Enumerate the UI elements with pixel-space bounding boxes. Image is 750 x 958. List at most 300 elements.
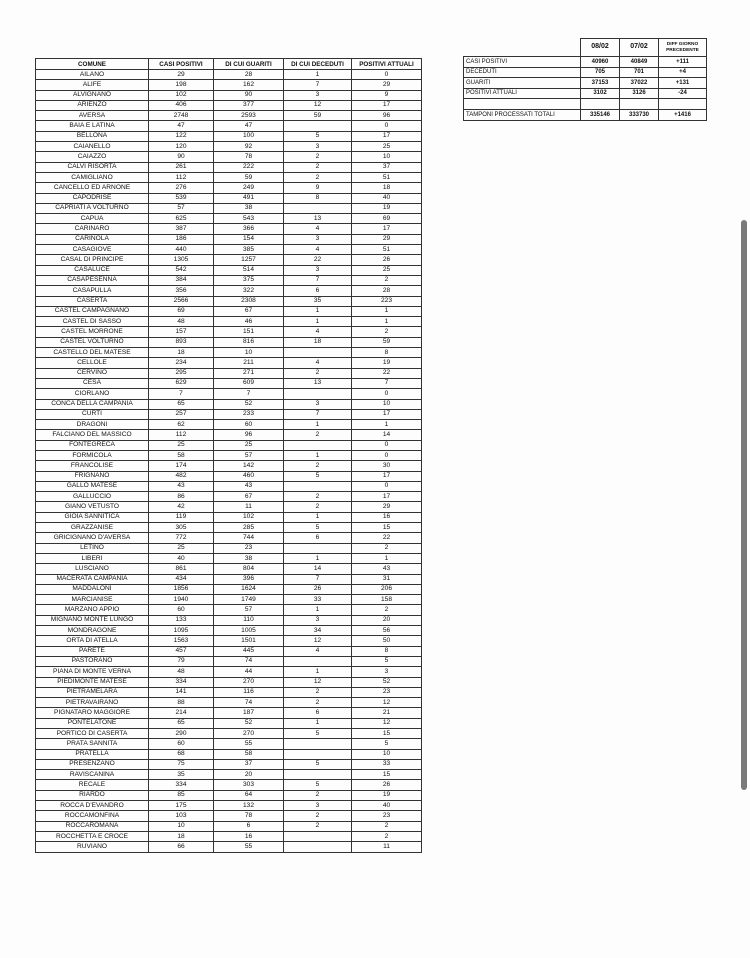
comune-cell: ROCCHETTA E CROCE [36, 831, 149, 841]
table-row [36, 245, 422, 255]
table-row [36, 368, 422, 378]
table-row [36, 553, 422, 563]
comune-cell: CASERTA [36, 296, 149, 306]
comune-cell: CASAPESENNA [36, 275, 149, 285]
casi-positivi-cell: 261 [149, 162, 214, 172]
positivi-attuali-cell: 206 [352, 584, 422, 594]
table-row [36, 729, 422, 739]
positivi-attuali-cell: 14 [352, 430, 422, 440]
guariti-cell: 804 [214, 564, 284, 574]
positivi-attuali-cell: 1 [352, 306, 422, 316]
comune-cell: PIANA DI MONTE VERNA [36, 667, 149, 677]
guariti-cell: 1005 [214, 626, 284, 636]
casi-positivi-cell: 29 [149, 70, 214, 80]
guariti-cell: 609 [214, 378, 284, 388]
positivi-attuali-cell: 23 [352, 811, 422, 821]
comune-cell: CASTEL DI SASSO [36, 317, 149, 327]
comune-cell: ROCCAMONFINA [36, 811, 149, 821]
deceduti-cell [284, 440, 352, 450]
casi-positivi-cell: 112 [149, 172, 214, 182]
casi-positivi-cell: 356 [149, 286, 214, 296]
casi-positivi-cell: 893 [149, 337, 214, 347]
positivi-attuali-cell: 51 [352, 172, 422, 182]
table-row [36, 842, 422, 852]
table-row [36, 646, 422, 656]
summary-value-07-02: 3126 [620, 88, 659, 99]
deceduti-cell: 2 [284, 790, 352, 800]
summary-label: TAMPONI PROCESSATI TOTALI [464, 109, 581, 120]
deceduti-cell: 3 [284, 234, 352, 244]
casi-positivi-cell: 68 [149, 749, 214, 759]
casi-positivi-cell: 42 [149, 502, 214, 512]
deceduti-cell: 1 [284, 306, 352, 316]
casi-positivi-cell: 186 [149, 234, 214, 244]
comune-cell: LIBERI [36, 553, 149, 563]
positivi-attuali-cell: 20 [352, 615, 422, 625]
positivi-attuali-cell: 51 [352, 245, 422, 255]
guariti-cell: 2593 [214, 111, 284, 121]
deceduti-cell: 3 [284, 615, 352, 625]
casi-positivi-cell: 112 [149, 430, 214, 440]
table-row [36, 698, 422, 708]
positivi-attuali-cell: 11 [352, 842, 422, 852]
positivi-attuali-cell: 29 [352, 502, 422, 512]
guariti-cell: 816 [214, 337, 284, 347]
summary-diff: +131 [659, 78, 707, 89]
casi-positivi-cell: 62 [149, 420, 214, 430]
table-row [36, 203, 422, 213]
casi-positivi-cell: 47 [149, 121, 214, 131]
guariti-cell: 116 [214, 687, 284, 697]
deceduti-cell: 3 [284, 90, 352, 100]
guariti-cell: 460 [214, 471, 284, 481]
guariti-cell: 142 [214, 461, 284, 471]
table-row [36, 533, 422, 543]
comune-cell: PASTORANO [36, 656, 149, 666]
table-row [36, 224, 422, 234]
positivi-attuali-cell: 69 [352, 214, 422, 224]
table-row [36, 399, 422, 409]
deceduti-cell: 5 [284, 759, 352, 769]
positivi-attuali-cell: 3 [352, 667, 422, 677]
deceduti-cell [284, 203, 352, 213]
positivi-attuali-cell: 2 [352, 605, 422, 615]
table-row [36, 152, 422, 162]
summary-value-08-02: 40960 [581, 57, 620, 68]
table-row [36, 502, 422, 512]
comune-cell: PIETRAMELARA [36, 687, 149, 697]
positivi-attuali-cell: 7 [352, 378, 422, 388]
comune-cell: CASTELLO DEL MATESE [36, 348, 149, 358]
summary-diff [659, 99, 707, 110]
positivi-attuali-cell: 30 [352, 461, 422, 471]
summary-row [464, 88, 707, 99]
deceduti-cell: 13 [284, 378, 352, 388]
guariti-cell: 285 [214, 523, 284, 533]
comune-cell: MACERATA CAMPANIA [36, 574, 149, 584]
positivi-attuali-cell: 50 [352, 636, 422, 646]
casi-positivi-cell: 625 [149, 214, 214, 224]
table-row [36, 275, 422, 285]
table-row [36, 626, 422, 636]
positivi-attuali-cell: 17 [352, 131, 422, 141]
deceduti-cell: 2 [284, 811, 352, 821]
summary-value-07-02: 701 [620, 67, 659, 78]
casi-positivi-cell: 7 [149, 389, 214, 399]
positivi-attuali-cell: 12 [352, 718, 422, 728]
casi-positivi-cell: 629 [149, 378, 214, 388]
deceduti-cell [284, 739, 352, 749]
deceduti-cell: 5 [284, 729, 352, 739]
guariti-cell: 23 [214, 543, 284, 553]
guariti-cell: 67 [214, 306, 284, 316]
table-row [36, 409, 422, 419]
comune-cell: CAPUA [36, 214, 149, 224]
positivi-attuali-cell: 29 [352, 80, 422, 90]
table-row [36, 420, 422, 430]
comune-cell: CASTEL VOLTURNO [36, 337, 149, 347]
guariti-cell: 11 [214, 502, 284, 512]
positivi-attuali-cell: 22 [352, 368, 422, 378]
positivi-attuali-cell: 5 [352, 739, 422, 749]
positivi-attuali-cell: 0 [352, 450, 422, 460]
comune-cell: CURTI [36, 409, 149, 419]
positivi-attuali-cell: 10 [352, 749, 422, 759]
casi-positivi-cell: 60 [149, 605, 214, 615]
guariti-cell: 92 [214, 142, 284, 152]
deceduti-cell: 5 [284, 471, 352, 481]
casi-positivi-cell: 133 [149, 615, 214, 625]
deceduti-cell: 59 [284, 111, 352, 121]
comune-cell: DRAGONI [36, 420, 149, 430]
casi-positivi-cell: 295 [149, 368, 214, 378]
casi-positivi-cell: 43 [149, 481, 214, 491]
guariti-cell: 67 [214, 492, 284, 502]
positivi-attuali-cell: 37 [352, 162, 422, 172]
summary-label: DECEDUTI [464, 67, 581, 78]
table-row [36, 358, 422, 368]
deceduti-cell: 2 [284, 172, 352, 182]
table-row [36, 584, 422, 594]
casi-positivi-cell: 69 [149, 306, 214, 316]
guariti-cell: 28 [214, 70, 284, 80]
comune-cell: MIGNANO MONTE LUNGO [36, 615, 149, 625]
positivi-attuali-cell: 22 [352, 533, 422, 543]
guariti-cell: 55 [214, 842, 284, 852]
summary-row [464, 78, 707, 89]
deceduti-cell: 7 [284, 409, 352, 419]
deceduti-cell [284, 749, 352, 759]
casi-positivi-cell: 40 [149, 553, 214, 563]
deceduti-cell: 2 [284, 502, 352, 512]
guariti-cell: 1501 [214, 636, 284, 646]
table-row [36, 574, 422, 584]
casi-positivi-cell: 1940 [149, 595, 214, 605]
guariti-cell: 222 [214, 162, 284, 172]
positivi-attuali-cell: 0 [352, 481, 422, 491]
deceduti-cell [284, 543, 352, 553]
comune-cell: MONDRAGONE [36, 626, 149, 636]
table-row [36, 749, 422, 759]
deceduti-cell: 1 [284, 667, 352, 677]
guariti-cell: 233 [214, 409, 284, 419]
deceduti-cell: 2 [284, 492, 352, 502]
summary-value-07-02 [620, 99, 659, 110]
comune-cell: PARETE [36, 646, 149, 656]
comune-cell: GALLO MATESE [36, 481, 149, 491]
summary-label: POSITIVI ATTUALI [464, 88, 581, 99]
deceduti-cell: 4 [284, 646, 352, 656]
positivi-attuali-cell: 1 [352, 317, 422, 327]
positivi-attuali-cell: 2 [352, 327, 422, 337]
deceduti-cell [284, 656, 352, 666]
guariti-cell: 37 [214, 759, 284, 769]
casi-positivi-cell: 772 [149, 533, 214, 543]
summary-row [464, 109, 707, 120]
guariti-cell: 491 [214, 193, 284, 203]
positivi-attuali-cell: 59 [352, 337, 422, 347]
table-row [36, 615, 422, 625]
deceduti-cell: 1 [284, 420, 352, 430]
guariti-cell: 38 [214, 203, 284, 213]
table-row [36, 100, 422, 110]
comuni-body [36, 70, 422, 853]
guariti-cell: 52 [214, 399, 284, 409]
positivi-attuali-cell: 40 [352, 193, 422, 203]
summary-value-07-02: 37022 [620, 78, 659, 89]
table-row [36, 265, 422, 275]
casi-positivi-cell: 290 [149, 729, 214, 739]
deceduti-cell: 34 [284, 626, 352, 636]
deceduti-cell: 3 [284, 801, 352, 811]
comune-cell: CASTEL CAMPAGNANO [36, 306, 149, 316]
positivi-attuali-cell: 8 [352, 646, 422, 656]
positivi-attuali-cell: 17 [352, 409, 422, 419]
deceduti-cell: 1 [284, 70, 352, 80]
comune-cell: CALVI RISORTA [36, 162, 149, 172]
comune-cell: CAIAZZO [36, 152, 149, 162]
positivi-attuali-cell: 0 [352, 440, 422, 450]
deceduti-cell: 8 [284, 193, 352, 203]
comune-cell: PONTELATONE [36, 718, 149, 728]
table-row [36, 306, 422, 316]
comune-cell: GIANO VETUSTO [36, 502, 149, 512]
table-row [36, 183, 422, 193]
deceduti-cell: 26 [284, 584, 352, 594]
table-row [36, 111, 422, 121]
header-positivi-attuali: POSITIVI ATTUALI [352, 59, 422, 70]
table-row [36, 327, 422, 337]
guariti-cell: 2308 [214, 296, 284, 306]
guariti-cell: 10 [214, 348, 284, 358]
vertical-scrollbar[interactable] [741, 220, 747, 790]
positivi-attuali-cell: 23 [352, 687, 422, 697]
table-row [36, 337, 422, 347]
positivi-attuali-cell: 16 [352, 512, 422, 522]
positivi-attuali-cell: 8 [352, 348, 422, 358]
deceduti-cell [284, 121, 352, 131]
deceduti-cell: 5 [284, 523, 352, 533]
casi-positivi-cell: 539 [149, 193, 214, 203]
guariti-cell: 270 [214, 677, 284, 687]
comune-cell: RUVIANO [36, 842, 149, 852]
table-row [36, 667, 422, 677]
positivi-attuali-cell: 12 [352, 698, 422, 708]
table-row [36, 461, 422, 471]
comune-cell: CAIANELLO [36, 142, 149, 152]
positivi-attuali-cell: 28 [352, 286, 422, 296]
table-row [36, 378, 422, 388]
comune-cell: FONTEGRECA [36, 440, 149, 450]
casi-positivi-cell: 861 [149, 564, 214, 574]
comune-cell: PIEDIMONTE MATESE [36, 677, 149, 687]
comune-cell: LETINO [36, 543, 149, 553]
table-row [36, 348, 422, 358]
table-row [36, 80, 422, 90]
comune-cell: CESA [36, 378, 149, 388]
summary-header-diff: DIFF GIORNO PRECEDENTE [659, 39, 707, 57]
table-row [36, 564, 422, 574]
guariti-cell: 543 [214, 214, 284, 224]
deceduti-cell: 2 [284, 162, 352, 172]
guariti-cell: 20 [214, 770, 284, 780]
comuni-table [35, 58, 422, 853]
positivi-attuali-cell: 25 [352, 142, 422, 152]
casi-positivi-cell: 214 [149, 708, 214, 718]
comune-cell: PRATA SANNITA [36, 739, 149, 749]
guariti-cell: 375 [214, 275, 284, 285]
casi-positivi-cell: 48 [149, 317, 214, 327]
guariti-cell: 211 [214, 358, 284, 368]
table-row [36, 193, 422, 203]
deceduti-cell: 22 [284, 255, 352, 265]
summary-value-07-02: 333730 [620, 109, 659, 120]
comune-cell: FRIGNANO [36, 471, 149, 481]
guariti-cell: 1749 [214, 595, 284, 605]
positivi-attuali-cell: 1 [352, 553, 422, 563]
casi-positivi-cell: 103 [149, 811, 214, 821]
guariti-cell: 46 [214, 317, 284, 327]
guariti-cell: 47 [214, 121, 284, 131]
guariti-cell: 6 [214, 821, 284, 831]
guariti-cell: 25 [214, 440, 284, 450]
table-row [36, 450, 422, 460]
deceduti-cell: 3 [284, 399, 352, 409]
deceduti-cell: 3 [284, 265, 352, 275]
casi-positivi-cell: 86 [149, 492, 214, 502]
comune-cell: CONCA DELLA CAMPANIA [36, 399, 149, 409]
comune-cell: CASALUCE [36, 265, 149, 275]
casi-positivi-cell: 198 [149, 80, 214, 90]
table-row [36, 595, 422, 605]
comune-cell: CERVINO [36, 368, 149, 378]
summary-body [464, 57, 707, 121]
casi-positivi-cell: 10 [149, 821, 214, 831]
deceduti-cell: 14 [284, 564, 352, 574]
guariti-cell: 57 [214, 450, 284, 460]
casi-positivi-cell: 57 [149, 203, 214, 213]
comune-cell: FRANCOLISE [36, 461, 149, 471]
guariti-cell: 52 [214, 718, 284, 728]
summary-value-08-02 [581, 99, 620, 110]
table-row [36, 718, 422, 728]
table-row [36, 821, 422, 831]
comuni-header-row [36, 59, 422, 70]
table-row [36, 543, 422, 553]
casi-positivi-cell: 1305 [149, 255, 214, 265]
summary-row [464, 57, 707, 68]
summary-diff: +111 [659, 57, 707, 68]
comune-cell: CANCELLO ED ARNONE [36, 183, 149, 193]
deceduti-cell: 2 [284, 698, 352, 708]
positivi-attuali-cell: 0 [352, 389, 422, 399]
deceduti-cell [284, 348, 352, 358]
summary-value-08-02: 705 [581, 67, 620, 78]
table-row [36, 687, 422, 697]
guariti-cell: 102 [214, 512, 284, 522]
table-row [36, 801, 422, 811]
deceduti-cell: 1 [284, 317, 352, 327]
positivi-attuali-cell: 2 [352, 831, 422, 841]
casi-positivi-cell: 2566 [149, 296, 214, 306]
casi-positivi-cell: 157 [149, 327, 214, 337]
deceduti-cell: 12 [284, 100, 352, 110]
summary-label: GUARITI [464, 78, 581, 89]
comune-cell: PRESENZANO [36, 759, 149, 769]
comune-cell: ALIFE [36, 80, 149, 90]
casi-positivi-cell: 60 [149, 739, 214, 749]
casi-positivi-cell: 334 [149, 780, 214, 790]
comune-cell: ALVIGNANO [36, 90, 149, 100]
guariti-cell: 1624 [214, 584, 284, 594]
deceduti-cell: 9 [284, 183, 352, 193]
casi-positivi-cell: 25 [149, 543, 214, 553]
comune-cell: AVERSA [36, 111, 149, 121]
guariti-cell: 385 [214, 245, 284, 255]
table-row [36, 790, 422, 800]
guariti-cell: 249 [214, 183, 284, 193]
positivi-attuali-cell: 0 [352, 70, 422, 80]
table-row [36, 770, 422, 780]
guariti-cell: 377 [214, 100, 284, 110]
casi-positivi-cell: 440 [149, 245, 214, 255]
table-row [36, 317, 422, 327]
positivi-attuali-cell: 19 [352, 358, 422, 368]
table-row [36, 471, 422, 481]
casi-positivi-cell: 25 [149, 440, 214, 450]
summary-value-08-02: 335146 [581, 109, 620, 120]
table-row [36, 214, 422, 224]
table-row [36, 481, 422, 491]
comune-cell: RECALE [36, 780, 149, 790]
comune-cell: GRICIGNANO D'AVERSA [36, 533, 149, 543]
table-row [36, 739, 422, 749]
guariti-cell: 162 [214, 80, 284, 90]
table-row [36, 656, 422, 666]
table-row [36, 780, 422, 790]
comune-cell: CARINOLA [36, 234, 149, 244]
deceduti-cell: 12 [284, 677, 352, 687]
guariti-cell: 100 [214, 131, 284, 141]
header-guariti: DI CUI GUARITI [214, 59, 284, 70]
casi-positivi-cell: 79 [149, 656, 214, 666]
comune-cell: CASAPULLA [36, 286, 149, 296]
summary-header-date-2: 07/02 [620, 39, 659, 57]
table-row [36, 286, 422, 296]
guariti-cell: 187 [214, 708, 284, 718]
comune-cell: GIOIA SANNITICA [36, 512, 149, 522]
positivi-attuali-cell: 21 [352, 708, 422, 718]
